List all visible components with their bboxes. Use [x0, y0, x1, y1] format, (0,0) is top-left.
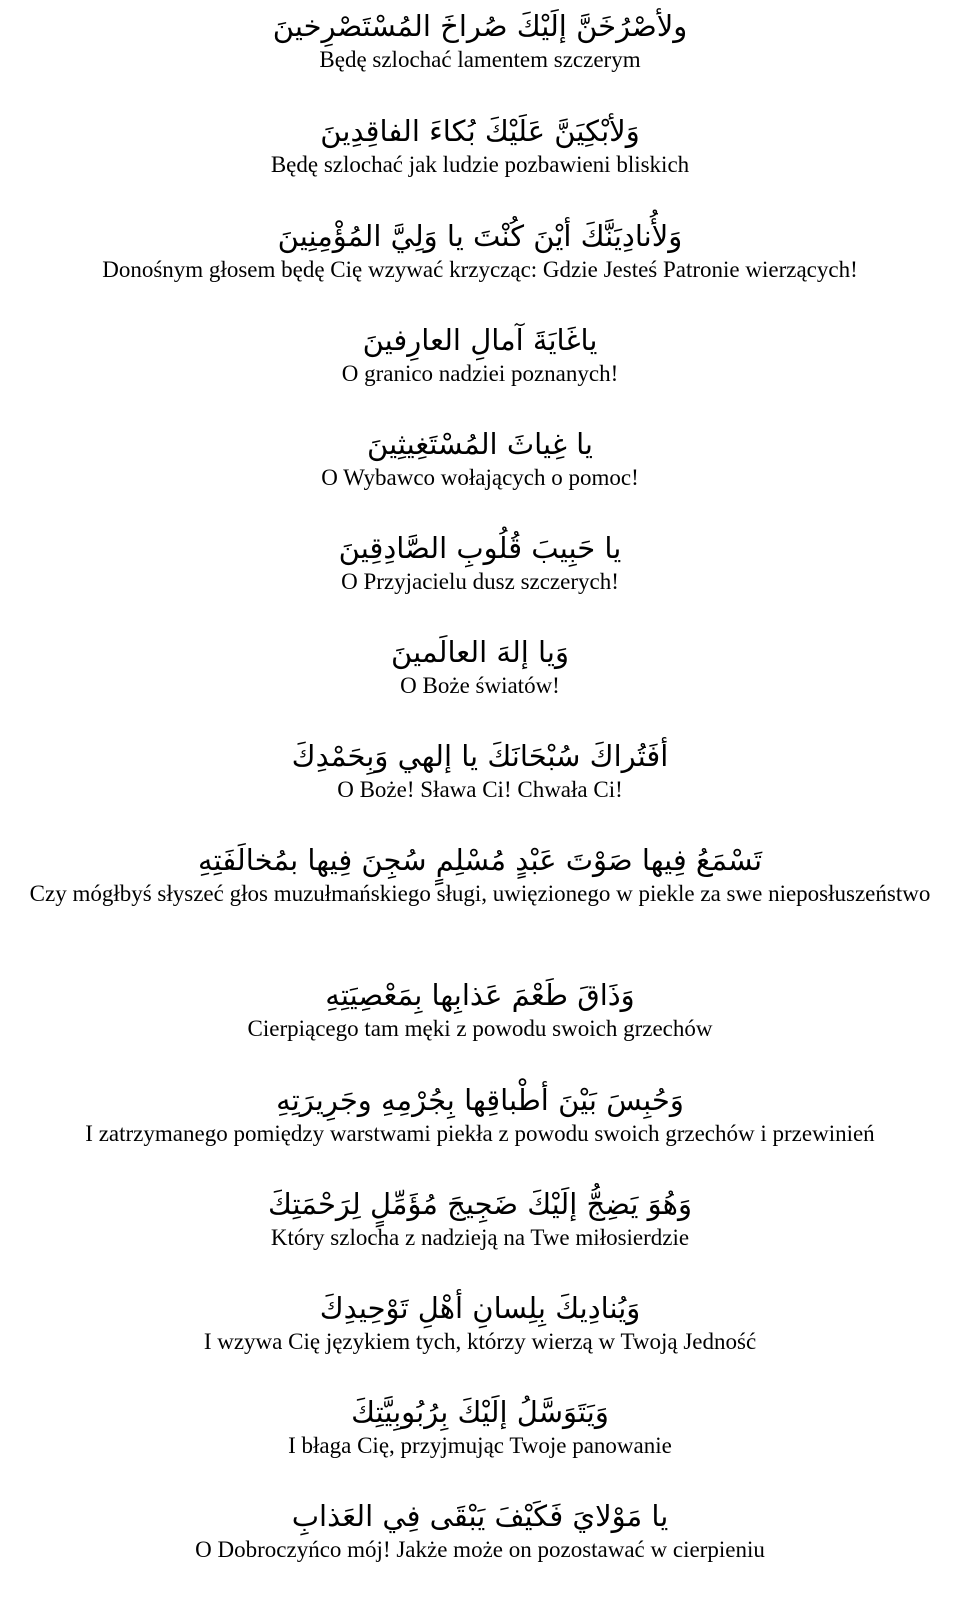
arabic-line: وَيا إلهَ العالَمينَ [391, 635, 569, 669]
verse-13 [0, 1288, 960, 1356]
arabic-line: يا مَوْلايَ فَكَيْفَ يَبْقَى فِي العَذابِ [291, 1499, 669, 1533]
verse-9 [0, 840, 960, 908]
verse-8 [0, 736, 960, 804]
verse-7 [0, 632, 960, 700]
verse-10 [0, 975, 960, 1043]
verse-14 [0, 1392, 960, 1460]
arabic-line: وَلأُنادِيَنَّكَ أيْنَ كُنْتَ يا وَلِيَّ المُؤْمِنِينَ [277, 219, 683, 253]
polish-translation: I wzywa Cię językiem tych, którzy wierzą w Twoją Jedność [203, 1329, 757, 1354]
arabic-line: وَيَتَوَسَّلُ إلَيْكَ بِرُبُوبِيَّتِكَ [351, 1395, 609, 1429]
polish-translation: Cierpiącego tam męki z powodu swoich grzechów [247, 1016, 713, 1041]
verse-1 [0, 6, 960, 74]
arabic-line: تَسْمَعُ فِيها صَوْتَ عَبْدٍ مُسْلِمٍ سُجِنَ فِيها بمُخالَفَتِهِ [197, 843, 763, 877]
arabic-line: وَذَاقَ طَعْمَ عَذابِها بِمَعْصِيَتِهِ [325, 978, 635, 1012]
arabic-line: يا غِياثَ المُسْتَغِيثِينَ [367, 427, 593, 461]
verse-6 [0, 528, 960, 596]
polish-translation: I błaga Cię, przyjmując Twoje panowanie [288, 1433, 672, 1458]
verse-5 [0, 424, 960, 492]
polish-translation: O granico nadziei poznanych! [341, 361, 619, 386]
arabic-line: وَلأبْكِيَنَّ عَلَيْكَ بُكاءَ الفاقِدِينَ [320, 114, 640, 148]
arabic-line: يا حَبِيبَ قُلُوبِ الصَّادِقِينَ [338, 531, 622, 565]
verse-4 [0, 320, 960, 388]
polish-translation: Będę szlochać lamentem szczerym [319, 47, 641, 72]
arabic-line: وَحُبِسَ بَيْنَ أطْباقِها بِجُرْمِهِ وجَرِيرَتِهِ [276, 1083, 684, 1117]
verse-15 [0, 1496, 960, 1564]
verse-2 [0, 111, 960, 179]
verse-11 [0, 1080, 960, 1148]
arabic-line: وَهُوَ يَضِجُّ إلَيْكَ ضَجِيجَ مُؤَمِّلٍ لِرَحْمَتِكَ [268, 1187, 692, 1221]
polish-translation: Będę szlochać jak ludzie pozbawieni bliskich [270, 152, 690, 177]
arabic-line: ولأصْرُخَنَّ إلَيْكَ صُراخَ المُسْتَصْرِخينَ [272, 9, 688, 43]
polish-translation: I zatrzymanego pomiędzy warstwami piekła z powodu swoich grzechów i przewinień [85, 1121, 875, 1146]
polish-translation: O Wybawco wołających o pomoc! [321, 465, 639, 490]
polish-translation: Czy mógłbyś słyszeć głos muzułmańskiego sługi, uwięzionego w piekle za swe nieposłuszeństwo [29, 881, 931, 906]
polish-translation: Który szlocha z nadzieją na Twe miłosierdzie [270, 1225, 690, 1250]
polish-translation: O Dobroczyńco mój! Jakże może on pozostawać w cierpieniu [195, 1537, 765, 1562]
polish-translation: O Boże światów! [400, 673, 560, 698]
arabic-line: ياغَايَةَ آمالِ العارِفينَ [362, 323, 598, 357]
arabic-line: أفَتُراكَ سُبْحَانَكَ يا إلهي وَبِحَمْدِكَ [291, 739, 669, 773]
arabic-line: وَيُنادِيكَ بِلِسانِ أهْلِ تَوْحِيدِكَ [319, 1291, 641, 1325]
polish-translation: Donośnym głosem będę Cię wzywać krzycząc: Gdzie Jesteś Patronie wierzących! [102, 257, 858, 282]
verse-3 [0, 216, 960, 284]
polish-translation: O Przyjacielu dusz szczerych! [341, 569, 619, 594]
polish-translation: O Boże! Sława Ci! Chwała Ci! [337, 777, 623, 802]
verse-12 [0, 1184, 960, 1252]
